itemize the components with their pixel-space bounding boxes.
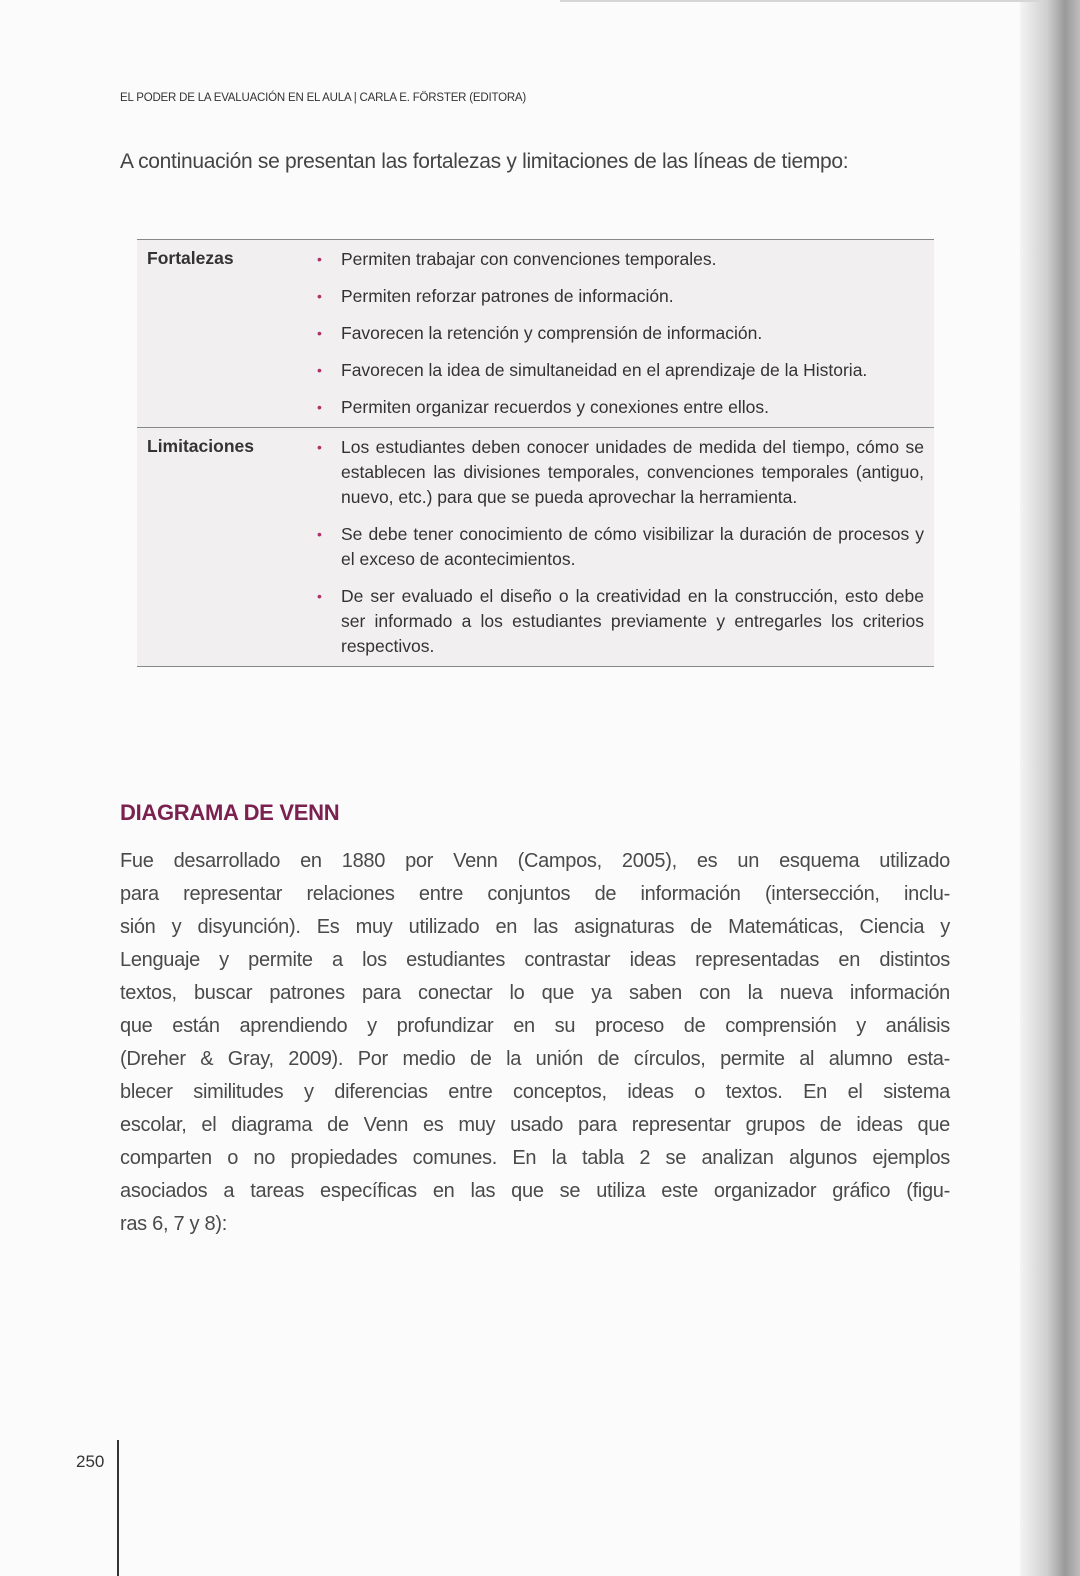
- table-row-fortalezas: [137, 240, 934, 427]
- item-text: Favorecen la retención y comprensión de información.: [341, 323, 763, 343]
- item-text: Los estudiantes deben conocer unidades de medida del tiempo, cómo se establecen las divisiones temporales, convenciones temporales (antiguo, nuevo, etc.) para que se pueda aprovechar la herramienta.: [341, 437, 924, 507]
- bullet-icon: •: [317, 399, 322, 415]
- item-list: [317, 432, 934, 663]
- item-text: De ser evaluado el diseño o la creatividad en la construcción, esto debe ser informado a los estudiantes previamente y entregarles los criterios respectivos.: [341, 586, 924, 656]
- list-item: [317, 321, 924, 346]
- bullet-icon: •: [317, 251, 322, 267]
- bullet-icon: •: [317, 362, 322, 378]
- running-header: EL PODER DE LA EVALUACIÓN EN EL AULA | CARLA E. FÖRSTER (EDITORA): [120, 92, 527, 104]
- page-number: 250: [76, 1452, 105, 1471]
- paragraph-line: ras 6, 7 y 8):: [120, 1213, 227, 1235]
- bullet-icon: •: [317, 588, 322, 604]
- section-heading: DIAGRAMA DE VENN: [120, 800, 340, 825]
- list-item: [317, 584, 924, 659]
- paragraph-line: asociados a tareas específicas en las que se utiliza este organizador gráfico (figu-: [120, 1180, 950, 1202]
- bullet-icon: •: [317, 325, 322, 341]
- page-number-rule: [117, 1440, 119, 1576]
- item-text: Se debe tener conocimiento de cómo visibilizar la duración de procesos y el exceso de acontecimientos.: [341, 524, 924, 569]
- page-edge-shadow: [1020, 0, 1080, 1576]
- bullet-icon: •: [317, 526, 322, 542]
- item-text: Permiten trabajar con convenciones temporales.: [341, 249, 717, 269]
- scan-top-edge: [560, 0, 1040, 2]
- paragraph-line: escolar, el diagrama de Venn es muy usado para representar grupos de ideas que: [120, 1114, 950, 1136]
- paragraph-line: blecer similitudes y diferencias entre conceptos, ideas o textos. En el sistema: [120, 1081, 950, 1103]
- row-label: Fortalezas: [147, 248, 234, 268]
- bullet-icon: •: [317, 288, 322, 304]
- strengths-limitations-table: [137, 239, 934, 667]
- list-item: [317, 395, 924, 420]
- bullet-icon: •: [317, 439, 322, 455]
- item-list: [317, 244, 934, 424]
- table-row-limitaciones: [137, 427, 934, 666]
- list-item: [317, 284, 924, 309]
- item-text: Permiten reforzar patrones de información.: [341, 286, 674, 306]
- paragraph-line: que están aprendiendo y profundizar en su proceso de comprensión y análisis: [120, 1015, 950, 1037]
- item-text: Permiten organizar recuerdos y conexiones entre ellos.: [341, 397, 769, 417]
- paragraph-line: Fue desarrollado en 1880 por Venn (Campos, 2005), es un esquema utilizado: [120, 850, 950, 872]
- paragraph-line: Lenguaje y permite a los estudiantes contrastar ideas representadas en distintos: [120, 949, 950, 971]
- intro-sentence: A continuación se presentan las fortalezas y limitaciones de las líneas de tiempo:: [120, 150, 849, 173]
- paragraph-line: para representar relaciones entre conjuntos de información (intersección, inclu-: [120, 883, 950, 905]
- item-text: Favorecen la idea de simultaneidad en el aprendizaje de la Historia.: [341, 360, 868, 380]
- body-paragraph: [120, 845, 950, 1241]
- list-item: [317, 247, 924, 272]
- paragraph-line: comparten o no propiedades comunes. En la tabla 2 se analizan algunos ejemplos: [120, 1147, 950, 1169]
- paragraph-line: textos, buscar patrones para conectar lo que ya saben con la nueva información: [120, 982, 950, 1004]
- list-item: [317, 358, 924, 383]
- list-item: [317, 435, 924, 510]
- list-item: [317, 522, 924, 572]
- paragraph-line: (Dreher & Gray, 2009). Por medio de la unión de círculos, permite al alumno esta-: [120, 1048, 950, 1070]
- row-label: Limitaciones: [147, 436, 254, 456]
- paragraph-line: sión y disyunción). Es muy utilizado en las asignaturas de Matemáticas, Ciencia y: [120, 916, 950, 938]
